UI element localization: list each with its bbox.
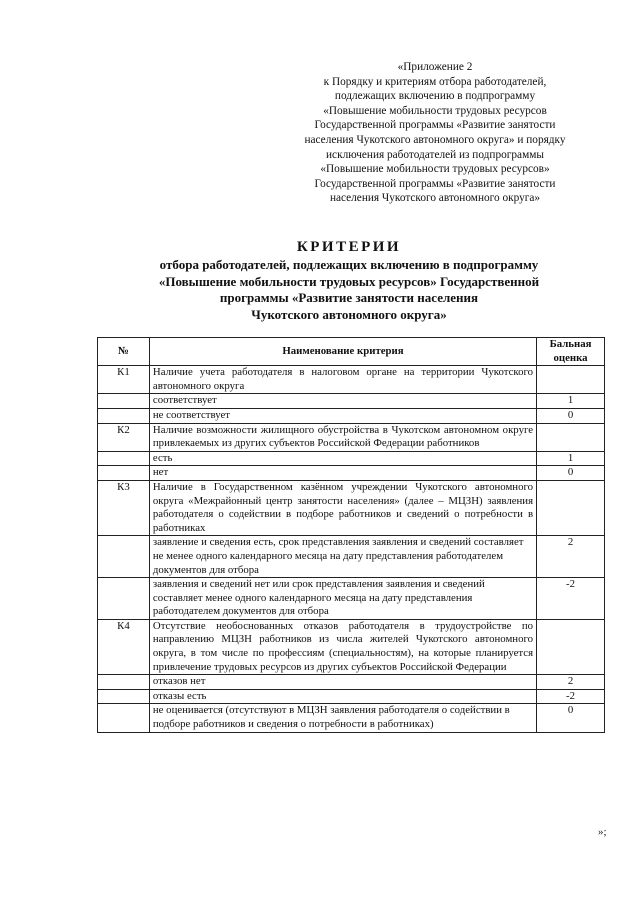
criterion-code	[98, 394, 150, 409]
criterion-text: заявления и сведений нет или срок представления заявления и сведений составляет менее одного календарного месяца на дату представления работодателем документов для отбора	[149, 578, 536, 620]
appendix-line: «Повышение мобильности трудовых ресурсов»	[320, 163, 550, 176]
criteria-table	[97, 337, 605, 733]
criterion-score	[537, 480, 605, 535]
criterion-score: 2	[537, 675, 605, 690]
criterion-text: не оценивается (отсутствуют в МЦЗН заявления работодателя о содействии в подборе работников и сведения о потребности в работниках)	[149, 704, 536, 732]
criterion-score: -2	[537, 578, 605, 620]
appendix-line: населения Чукотского автономного округа» и порядку	[304, 133, 566, 146]
criterion-code: К2	[98, 423, 150, 451]
criterion-code	[98, 451, 150, 466]
appendix-line: к Порядку и критериям отбора работодателей,	[323, 75, 547, 88]
table-row	[98, 423, 605, 451]
appendix-line: «Повышение мобильности трудовых ресурсов	[323, 104, 547, 117]
table-row	[98, 536, 605, 578]
appendix-header	[290, 60, 580, 206]
appendix-line: исключения работодателей из подпрограммы	[326, 148, 544, 161]
closing-quote: »;	[598, 826, 607, 838]
appendix-line: подлежащих включению в подпрограмму	[334, 90, 536, 103]
title-line: отбора работодателей, подлежащих включению в подпрограмму	[159, 257, 539, 272]
criterion-code: К3	[98, 480, 150, 535]
header-score: Бальная оценка	[537, 338, 605, 366]
appendix-line: Государственной программы «Развитие занятости	[314, 177, 556, 190]
criterion-code	[98, 704, 150, 732]
criterion-score: 0	[537, 704, 605, 732]
header-name: Наименование критерия	[149, 338, 536, 366]
table-row	[98, 675, 605, 690]
criterion-score: 1	[537, 451, 605, 466]
criterion-code: К1	[98, 366, 150, 394]
table-row	[98, 394, 605, 409]
title-line: программы «Развитие занятости населения	[219, 290, 479, 306]
table-row	[98, 578, 605, 620]
criterion-code	[98, 675, 150, 690]
criterion-score: 0	[537, 408, 605, 423]
table-row	[98, 451, 605, 466]
table-header-row	[98, 338, 605, 366]
criterion-code: К4	[98, 619, 150, 674]
table-row	[98, 619, 605, 674]
table-row	[98, 689, 605, 704]
criterion-text: есть	[149, 451, 536, 466]
criterion-text: заявление и сведения есть, срок представления заявления и сведений составляет не менее одного календарного месяца на дату представления работодателем документов для отбора	[149, 536, 536, 578]
criterion-text: отказов нет	[149, 675, 536, 690]
criterion-code	[98, 689, 150, 704]
title-line: «Повышение мобильности трудовых ресурсов» Государственной	[158, 273, 540, 289]
table-row	[98, 466, 605, 481]
criterion-score: 2	[537, 536, 605, 578]
criterion-text: не соответствует	[149, 408, 536, 423]
criterion-text: Наличие учета работодателя в налоговом органе на территории Чукотского автономного округа	[149, 366, 536, 394]
document-title	[60, 238, 638, 323]
table-row	[98, 366, 605, 394]
criterion-text: отказы есть	[149, 689, 536, 704]
header-num: №	[98, 338, 150, 366]
criterion-text: Отсутствие необоснованных отказов работодателя в трудоустройстве по направлению МЦЗН работников из числа жителей Чукотского автономного округа, в том числе по профессиям (специальностям), на которые планируется привлечение трудовых ресурсов из других субъектов Российской Федерации	[149, 619, 536, 674]
criterion-score: -2	[537, 689, 605, 704]
table-row	[98, 704, 605, 732]
criterion-score	[537, 619, 605, 674]
criteria-body	[98, 366, 605, 732]
criterion-text: Наличие возможности жилищного обустройства в Чукотском автономном округе привлекаемых из других субъектов Российской Федерации работников	[149, 423, 536, 451]
criterion-code	[98, 466, 150, 481]
table-row	[98, 408, 605, 423]
title-main: КРИТЕРИИ	[296, 239, 402, 255]
criterion-code	[98, 408, 150, 423]
criterion-text: нет	[149, 466, 536, 481]
title-line: Чукотского автономного округа»	[251, 306, 447, 322]
criterion-text: Наличие в Государственном казённом учреждении Чукотского автономного округа «Межрайонный центр занятости населения» (далее – МЦЗН) заявления работодателя о содействии в подборе работников и сведений о потребности в работниках	[149, 480, 536, 535]
criterion-code	[98, 578, 150, 620]
appendix-line: населения Чукотского автономного округа»	[329, 192, 541, 205]
criterion-code	[98, 536, 150, 578]
appendix-line: Государственной программы «Развитие занятости	[314, 119, 556, 132]
table-row	[98, 480, 605, 535]
criterion-score	[537, 366, 605, 394]
criterion-text: соответствует	[149, 394, 536, 409]
appendix-line: «Приложение 2	[397, 61, 473, 73]
criterion-score: 0	[537, 466, 605, 481]
criterion-score	[537, 423, 605, 451]
criterion-score: 1	[537, 394, 605, 409]
